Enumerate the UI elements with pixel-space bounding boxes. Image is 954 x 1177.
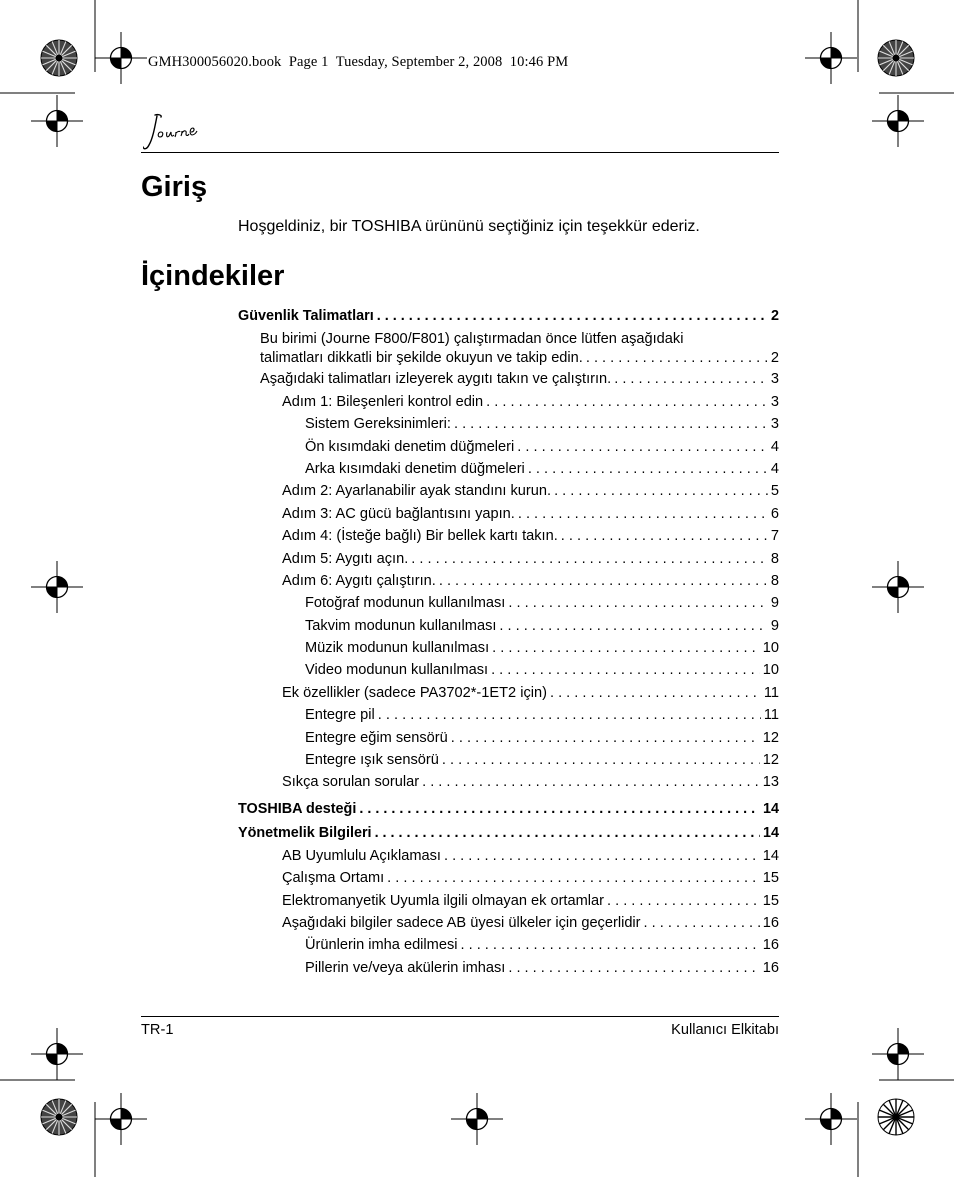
page-number: TR-1	[141, 1022, 174, 1038]
toc-entry[interactable]: Ürünlerin imha edilmesi . . . 16	[238, 934, 779, 956]
toc-entry[interactable]: Müzik modunun kullanılması . . . 10	[238, 637, 779, 659]
toc-leader-dots	[375, 821, 760, 845]
toc-leader-dots	[491, 659, 760, 681]
toc-entry-line[interactable]: Bu birimi (Journe F800/F801) çalıştırmadan önce lütfen aşağıdaki	[260, 331, 684, 348]
print-header: GMH300056020.book Page 1 Tuesday, September 2, 2008 10:46 PM	[148, 54, 569, 70]
toc-entry[interactable]: Elektromanyetik Uyumla ilgili olmayan ek ortamlar . . . 15	[238, 890, 779, 912]
table-of-contents	[238, 305, 779, 979]
toc-entry[interactable]: Aşağıdaki bilgiler sadece AB üyesi ülkeler için geçerlidir . . . 16	[238, 912, 779, 934]
toc-leader-dots	[460, 934, 759, 956]
toc-entry[interactable]: Çalışma Ortamı . . . 15	[238, 867, 779, 889]
toc-leader-dots	[586, 348, 768, 368]
toc-leader-dots	[451, 727, 760, 749]
toc-entry[interactable]: Adım 4: (İsteğe bağlı) Bir bellek kartı takın. . . . 7	[238, 525, 779, 547]
toc-leader-dots	[378, 704, 761, 726]
toc-entry[interactable]: Entegre pil . . . 11	[238, 704, 779, 726]
toc-entry[interactable]: Adım 2: Ayarlanabilir ayak standını kurun. . . . 5	[238, 480, 779, 502]
toc-leader-dots	[499, 615, 767, 637]
toc-entry[interactable]: talimatları dikkatli bir şekilde okuyun ve takip edin. . . . 2	[238, 348, 779, 368]
toc-entry[interactable]: Takvim modunun kullanılması . . . 9	[238, 615, 779, 637]
toc-leader-dots	[518, 503, 768, 525]
toc-heading: İçindekiler	[141, 260, 285, 292]
toc-leader-dots	[411, 548, 768, 570]
toc-leader-dots	[554, 480, 768, 502]
toc-leader-dots	[439, 570, 768, 592]
toc-leader-dots	[508, 957, 759, 979]
toc-entry[interactable]: Adım 1: Bileşenleri kontrol edin . . . 3	[238, 391, 779, 413]
toc-entry[interactable]: Adım 6: Aygıtı çalıştırın. . . . 8	[238, 570, 779, 592]
toc-entry[interactable]: Sistem Gereksinimleri: . . . 3	[238, 413, 779, 435]
toc-leader-dots	[454, 413, 768, 435]
journe-logo-text: Journe	[143, 112, 147, 113]
toc-leader-dots	[492, 637, 760, 659]
toc-leader-dots	[528, 458, 768, 480]
toc-leader-dots	[614, 368, 768, 390]
toc-leader-dots	[444, 845, 760, 867]
toc-entry[interactable]: Sıkça sorulan sorular . . . 13	[238, 771, 779, 793]
page-title: Giriş	[141, 171, 208, 203]
toc-leader-dots	[359, 797, 760, 821]
toc-leader-dots	[517, 436, 768, 458]
toc-leader-dots	[508, 592, 768, 614]
footer-rule	[141, 1016, 779, 1017]
toc-leader-dots	[550, 682, 761, 704]
toc-leader-dots	[442, 749, 760, 771]
header-rule	[141, 152, 779, 153]
toc-entry[interactable]: TOSHIBA desteği . . . 14	[238, 797, 779, 821]
toc-entry[interactable]: Entegre ışık sensörü . . . 12	[238, 749, 779, 771]
toc-leader-dots	[387, 867, 760, 889]
toc-leader-dots	[644, 912, 760, 934]
toc-leader-dots	[486, 391, 768, 413]
toc-leader-dots	[422, 771, 760, 793]
toc-leader-dots	[377, 305, 768, 327]
toc-leader-dots	[561, 525, 768, 547]
intro-text: Hoşgeldiniz, bir TOSHIBA ürününü seçtiğiniz için teşekkür ederiz.	[238, 218, 700, 235]
toc-entry[interactable]: Adım 3: AC gücü bağlantısını yapın. . . . 6	[238, 503, 779, 525]
toc-entry[interactable]: Güvenlik Talimatları . . . 2	[238, 305, 779, 327]
toc-entry[interactable]: Ek özellikler (sadece PA3702*-1ET2 için) . . . 11	[238, 682, 779, 704]
toc-leader-dots	[607, 890, 760, 912]
toc-entry[interactable]: Pillerin ve/veya akülerin imhası . . . 16	[238, 957, 779, 979]
toc-entry[interactable]: Fotoğraf modunun kullanılması . . . 9	[238, 592, 779, 614]
toc-entry[interactable]: Entegre eğim sensörü . . . 12	[238, 727, 779, 749]
journe-logo	[143, 112, 213, 154]
toc-entry[interactable]: Yönetmelik Bilgileri . . . 14	[238, 821, 779, 845]
footer-manual-title: Kullanıcı Elkitabı	[671, 1022, 779, 1038]
toc-entry[interactable]: Ön kısımdaki denetim düğmeleri . . . 4	[238, 436, 779, 458]
toc-entry[interactable]: Arka kısımdaki denetim düğmeleri . . . 4	[238, 458, 779, 480]
toc-entry[interactable]: Video modunun kullanılması . . . 10	[238, 659, 779, 681]
toc-entry[interactable]: AB Uyumlulu Açıklaması . . . 14	[238, 845, 779, 867]
toc-entry[interactable]: Aşağıdaki talimatları izleyerek aygıtı takın ve çalıştırın. . . . 3	[238, 368, 779, 390]
toc-entry[interactable]: Adım 5: Aygıtı açın. . . . 8	[238, 548, 779, 570]
